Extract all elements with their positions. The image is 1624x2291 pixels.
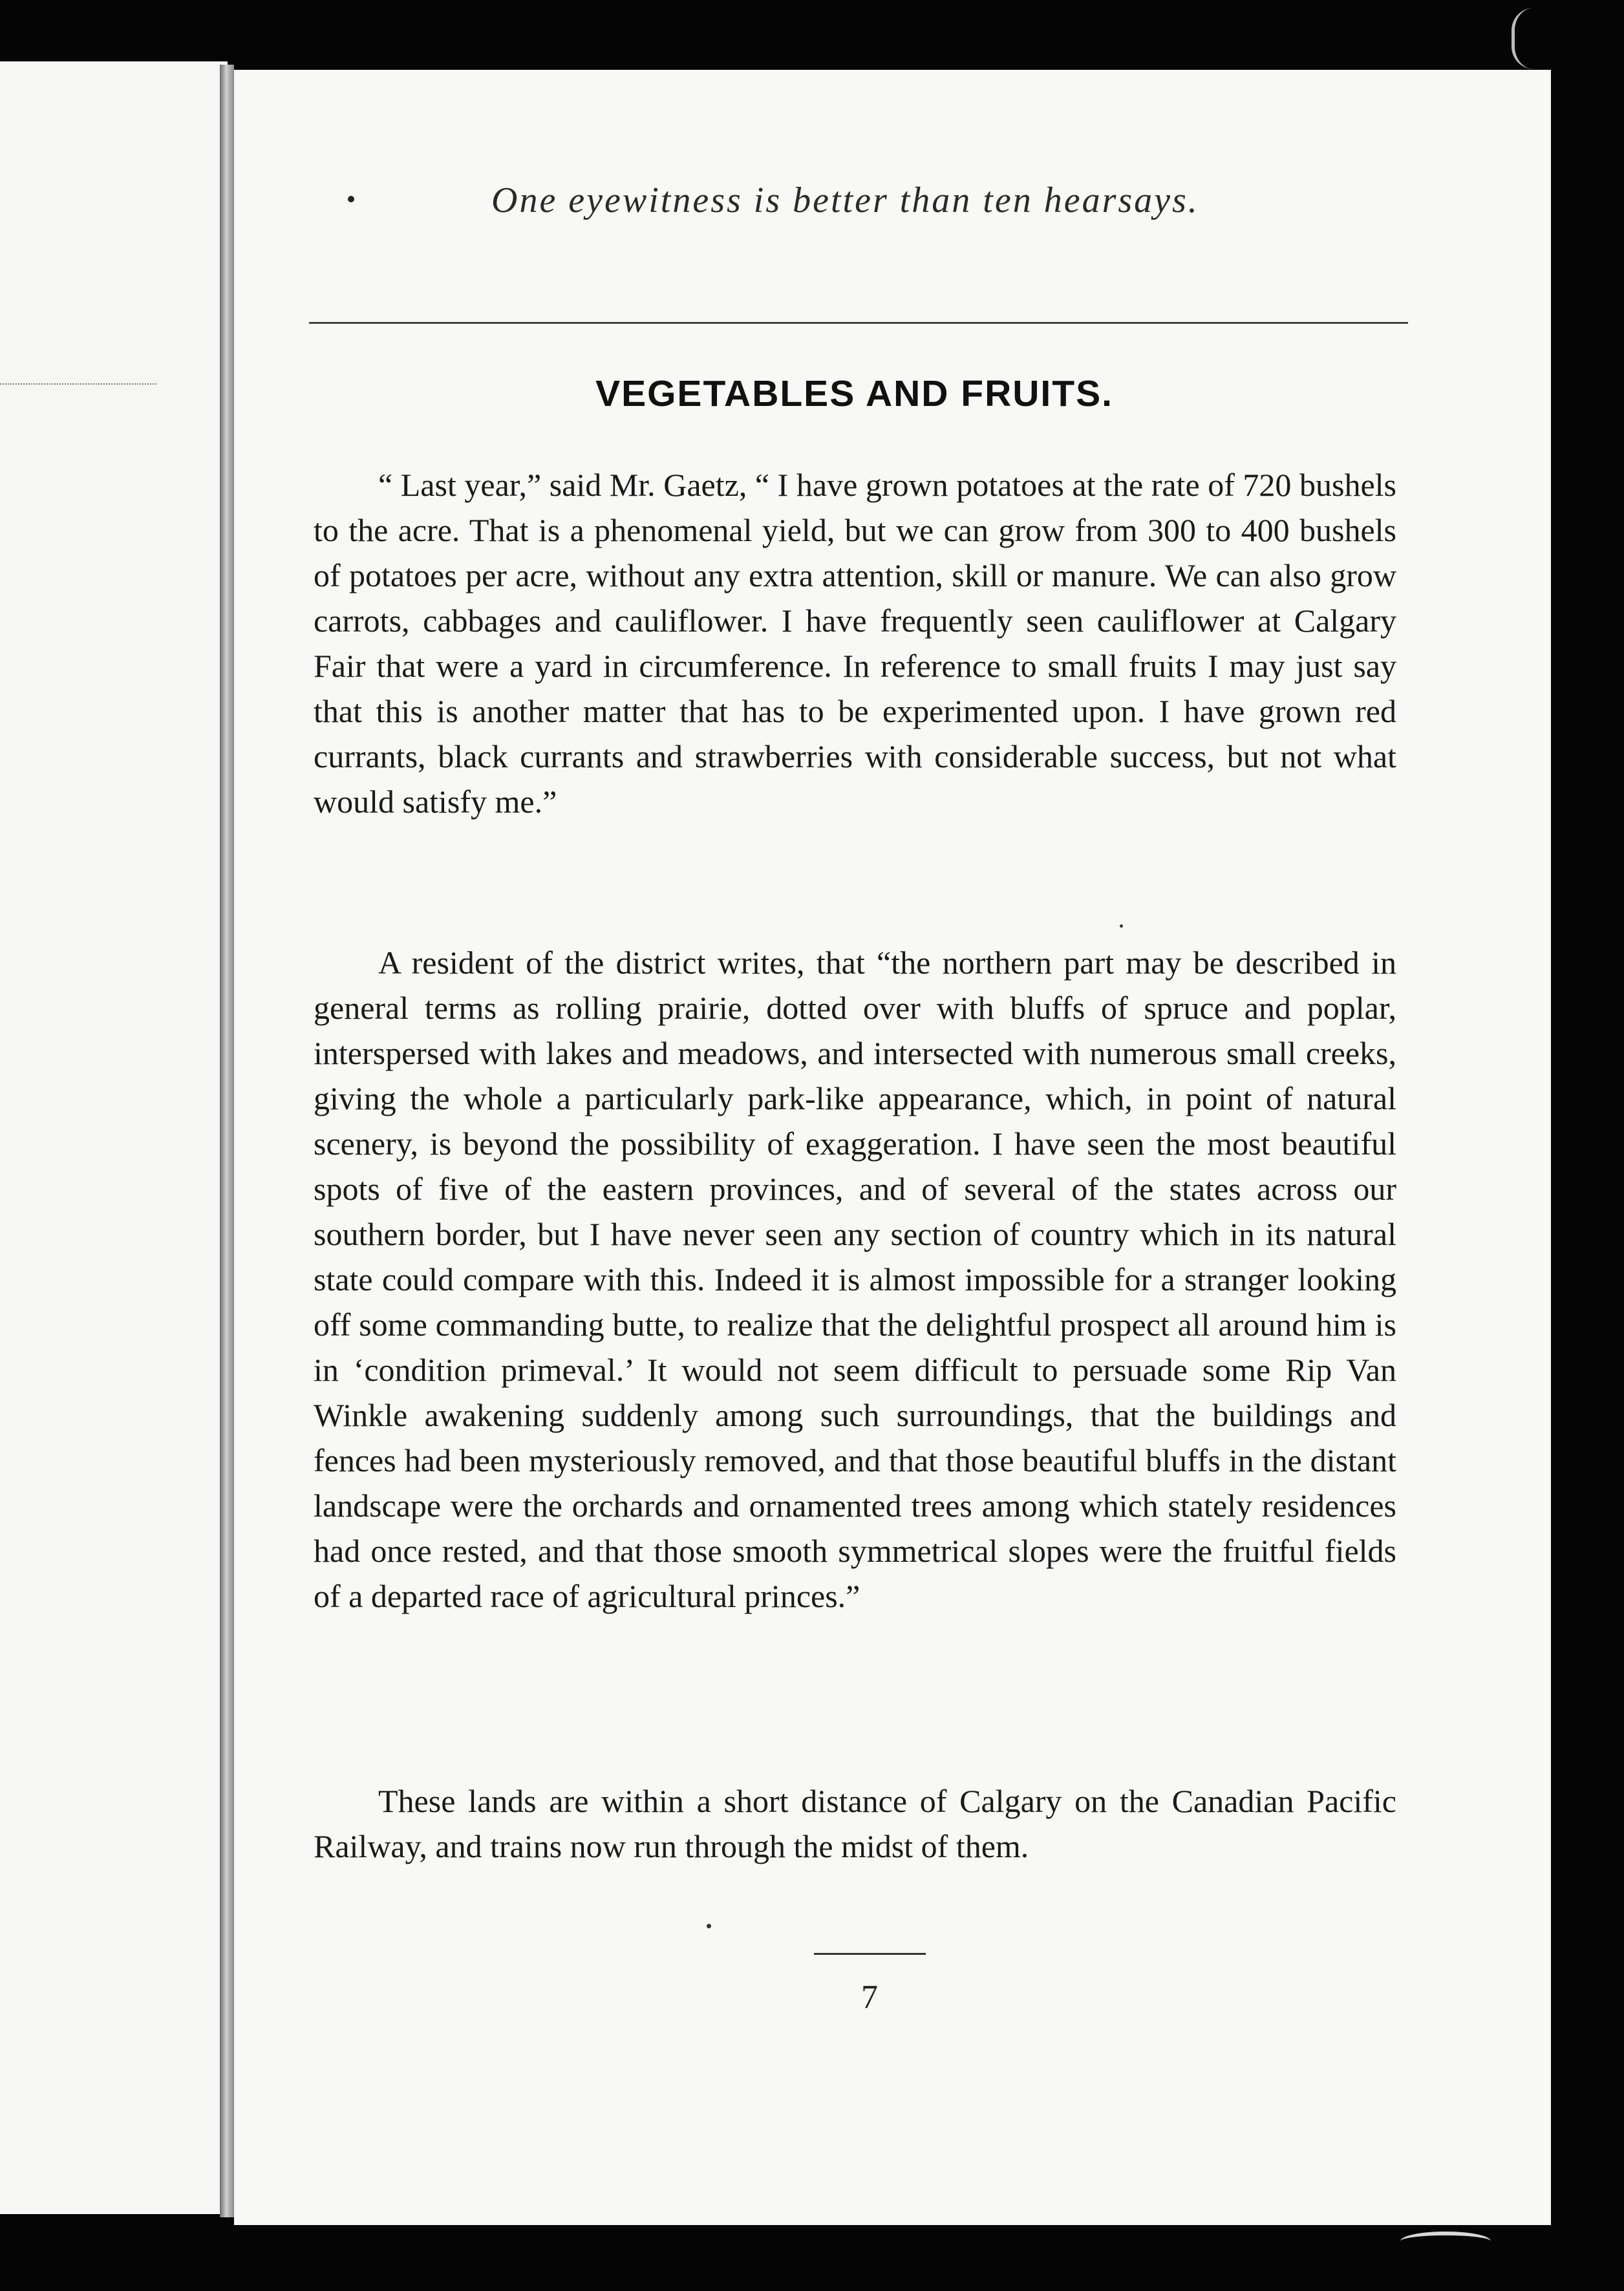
paragraph-text: “ Last year,” said Mr. Gaetz, “ I have grown potatoes at the rate of 720 bushels to the acre. That is a phenomenal yield, but we can grow from 300 to 400 bushels of potatoes per acre, without any extra attention, skill or manure. We can also grow carrots, cabbages and cauliflower. I have frequently seen cauliflower at Calgary Fair that were a yard in circumference. In reference to small fruits I may just say that this is another matter that has to be experimented upon. I have grown red currants, black currants and strawberries with considerable success, but not what would satisfy me.” [314, 467, 1396, 820]
paragraph-1 [314, 462, 1396, 824]
header-dot [348, 196, 354, 202]
page-number: 7 [861, 1979, 878, 2016]
page-number-rule [814, 1953, 926, 1955]
left-page [0, 61, 228, 2214]
left-page-rule [0, 383, 156, 385]
scan-scrawl-mark [1400, 2232, 1491, 2251]
running-header: One eyewitness is better than ten hearsays. [491, 180, 1199, 220]
paragraph-3 [314, 1778, 1396, 1869]
print-speck [707, 1924, 711, 1928]
paragraph-text: A resident of the district writes, that “the northern part may be described in general terms as rolling prairie, dotted over with bluffs of spruce and poplar, interspersed with lakes and meadows, and intersected with numerous small creeks, giving the whole a particularly park-like appearance, which, in point of natural scenery, is beyond the possibility of exaggeration. I have seen the most beautiful spots of five of the eastern provinces, and of several of the states across our southern border, but I have never seen any section of country which in its natural state could compare with this. Indeed it is almost impossible for a stranger looking off some commanding butte, to realize that the delightful prospect all around him is in ‘condition primeval.’ It would not seem difficult to persuade some Rip Van Winkle awakening suddenly among such surroundings, that the buildings and fences had been mysteriously removed, and that those beautiful bluffs in the distant landscape were the orchards and ornamented trees among which stately residences had once rested, and that those smooth symmetrical slopes were the fruitful fields of a departed race of agricultural princes.” [314, 944, 1396, 1614]
paragraph-text: These lands are within a short distance of Calgary on the Canadian Pacific Railway, and trains now run through the midst of them. [314, 1783, 1396, 1864]
print-speck [1120, 924, 1123, 928]
paragraph-2 [314, 940, 1396, 1619]
scan-edge-mark [1512, 8, 1534, 69]
header-rule [309, 322, 1408, 324]
book-gutter [220, 65, 234, 2217]
section-title: VEGETABLES AND FRUITS. [595, 373, 1113, 414]
